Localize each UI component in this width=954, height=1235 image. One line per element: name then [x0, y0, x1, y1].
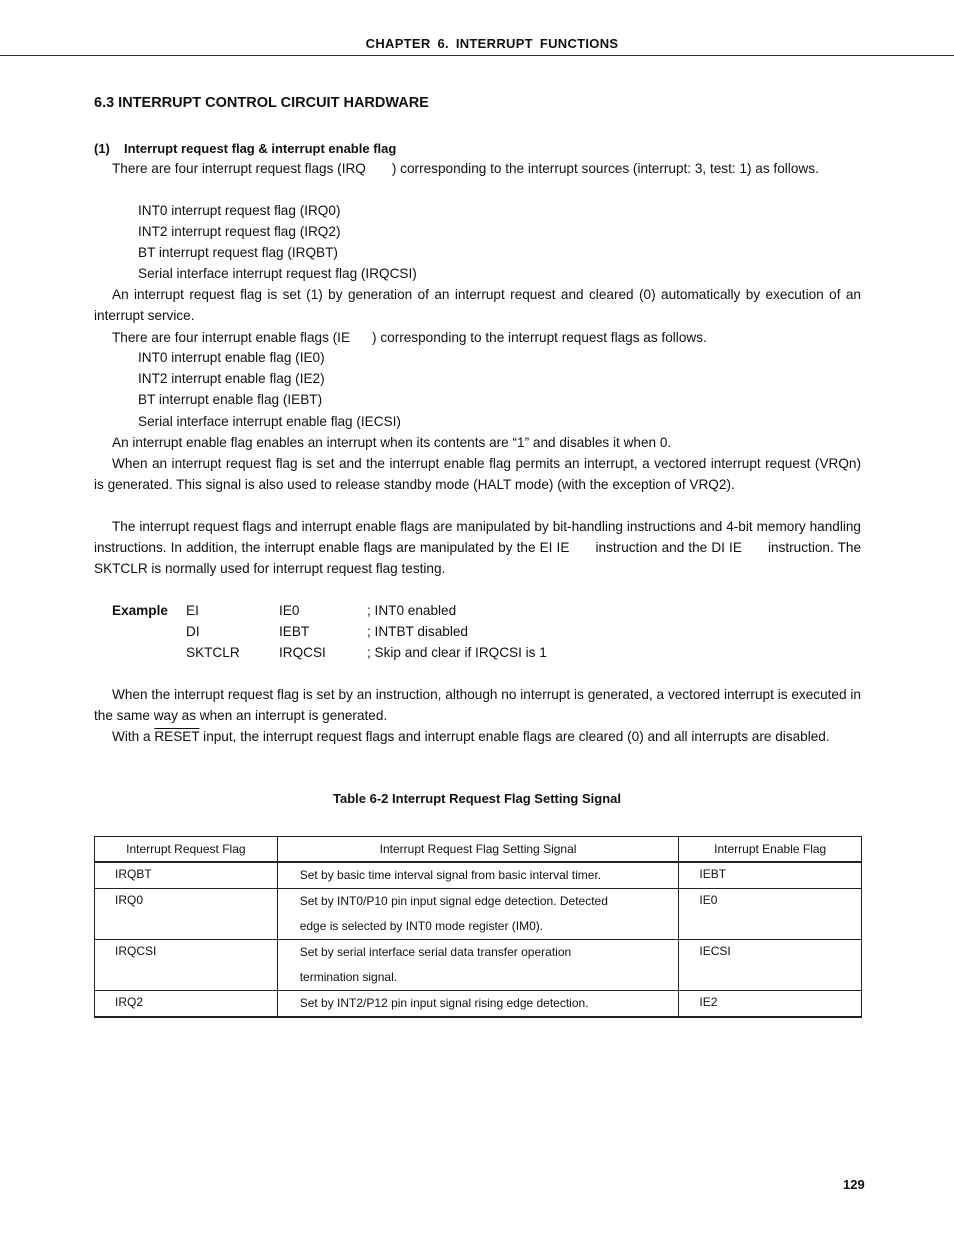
paragraph-irq-intro [94, 158, 861, 179]
table-row [95, 940, 862, 991]
table-cell-enable: IECSI [679, 940, 862, 991]
subsection-text: Interrupt request flag & interrupt enable flag [124, 141, 397, 156]
table-row [95, 889, 862, 940]
reset-signal: RESET [154, 729, 200, 744]
paragraph-instruction-set: When the interrupt request flag is set by an instruction, although no interrupt is generated, a vectored interrupt is executed in the same way as when an interrupt is generated. [94, 687, 861, 723]
table-row [95, 862, 862, 889]
subsection-number: (1) [94, 141, 110, 156]
table-cell-signal [277, 862, 679, 889]
section-title: 6.3 INTERRUPT CONTROL CIRCUIT HARDWARE [94, 95, 429, 111]
example-arg: IE0 [279, 603, 300, 618]
interrupt-flag-table [94, 836, 862, 1018]
example-op: EI [186, 603, 199, 618]
list-item: INT2 interrupt request flag (IRQ2) [138, 224, 341, 239]
table-cell-flag: IRQ0 [95, 889, 278, 940]
example-label: Example [112, 603, 168, 618]
signal-line: Set by basic time interval signal from basic interval timer. [299, 868, 602, 882]
table-cell-flag: IRQBT [95, 862, 278, 889]
paragraph-reset-b: input, the interrupt request flags and interrupt enable flags are cleared (0) and all interrupts are disabled. [203, 729, 830, 744]
paragraph-reset-a: With a [112, 729, 151, 744]
paragraph-manipulation-a: The interrupt request flags and interrupt enable flags are manipulated by bit-handling instructions and 4-bit memory handling instructions. In addition, the interrupt enable flags are manipulated by the EI IE [94, 519, 861, 555]
paragraph-manipulation [94, 516, 861, 579]
paragraph-reset [94, 726, 861, 747]
table-cell-signal [277, 940, 679, 991]
example-arg: IRQCSI [279, 645, 326, 660]
paragraph-ie-intro [94, 327, 861, 348]
paragraph-irq-intro-a: There are four interrupt request flags (IRQ [112, 161, 366, 176]
paragraph-ie-enable: An interrupt enable flag enables an interrupt when its contents are “1” and disables it when 0. [112, 435, 672, 450]
signal-line: edge is selected by INT0 mode register (IM0). [299, 919, 544, 933]
example-comment: ; Skip and clear if IRQCSI is 1 [367, 645, 547, 660]
table-cell-flag: IRQ2 [95, 991, 278, 1018]
table-header: Interrupt Request Flag Setting Signal [277, 837, 679, 863]
table-cell-enable: IE0 [679, 889, 862, 940]
paragraph-irq-intro-b: ) corresponding to the interrupt sources (interrupt: 3, test: 1) as follows. [391, 161, 819, 176]
table-header: Interrupt Request Flag [95, 837, 278, 863]
paragraph-manipulation-c: instruction. The SKTCLR is normally used for interrupt request flag testing. [94, 540, 862, 576]
paragraph-ie-intro-a: There are four interrupt enable flags (IE [112, 330, 351, 345]
chapter-header: CHAPTER 6. INTERRUPT FUNCTIONS [365, 36, 619, 51]
header-divider [0, 55, 954, 56]
signal-line: termination signal. [299, 970, 398, 984]
table-cell-signal [277, 991, 679, 1018]
list-item: BT interrupt request flag (IRQBT) [138, 245, 338, 260]
table-cell-enable: IE2 [679, 991, 862, 1018]
table-cell-enable: IEBT [679, 862, 862, 889]
example-arg: IEBT [279, 624, 310, 639]
table-caption: Table 6-2 Interrupt Request Flag Setting Signal [333, 791, 621, 806]
paragraph-ie-intro-b: ) corresponding to the interrupt request flags as follows. [372, 330, 707, 345]
table-cell-signal [277, 889, 679, 940]
list-item: Serial interface interrupt enable flag (IECSI) [138, 414, 401, 429]
table-header-row [95, 837, 862, 863]
table-cell-flag: IRQCSI [95, 940, 278, 991]
list-item: Serial interface interrupt request flag (IRQCSI) [138, 266, 417, 281]
example-comment: ; INT0 enabled [367, 603, 457, 618]
paragraph-vectored-request: When an interrupt request flag is set and the interrupt enable flag permits an interrupt, a vectored interrupt request (VRQn) is generated. This signal is also used to release standby mode (HALT mode) (with the exception of VRQ2). [94, 456, 861, 492]
signal-line: Set by INT2/P12 pin input signal rising edge detection. [299, 996, 589, 1010]
list-item: INT2 interrupt enable flag (IE2) [138, 371, 325, 386]
paragraph-manipulation-b: instruction and the DI IE [595, 540, 742, 555]
page-number: 129 [843, 1177, 865, 1192]
paragraph-irq-set: An interrupt request flag is set (1) by generation of an interrupt request and cleared (0) automatically by execution of an interrupt service. [94, 287, 861, 323]
signal-line: Set by INT0/P10 pin input signal edge detection. Detected [299, 894, 608, 908]
example-op: DI [186, 624, 200, 639]
subsection-title [94, 141, 396, 156]
table-row [95, 991, 862, 1018]
example-op: SKTCLR [186, 645, 240, 660]
list-item: INT0 interrupt request flag (IRQ0) [138, 203, 341, 218]
example-comment: ; INTBT disabled [367, 624, 468, 639]
list-item: INT0 interrupt enable flag (IE0) [138, 350, 325, 365]
list-item: BT interrupt enable flag (IEBT) [138, 392, 323, 407]
signal-line: Set by serial interface serial data transfer operation [299, 945, 572, 959]
table-header: Interrupt Enable Flag [679, 837, 862, 863]
